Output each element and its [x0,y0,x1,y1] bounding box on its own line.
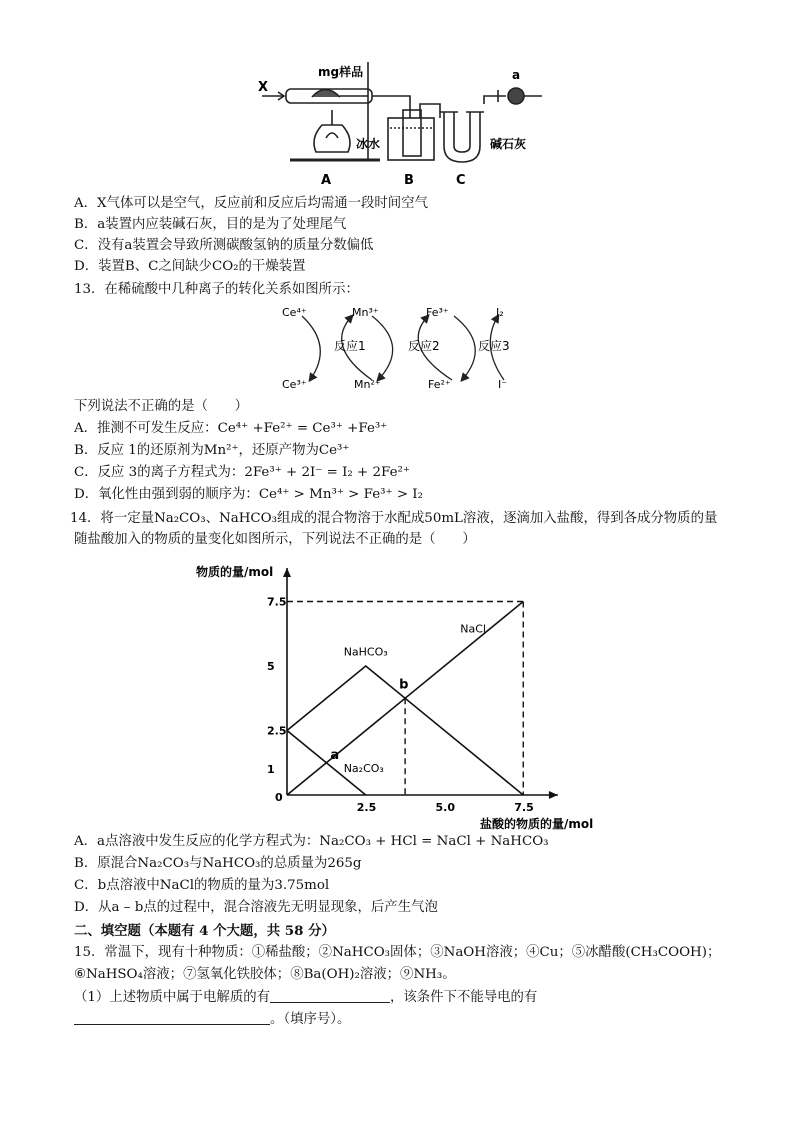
q14-option-b: B．原混合Na₂CO₃与NaHCO₃的总质量为265g [74,856,362,871]
q14-stem-line2: 随盐酸加入的物质的量变化如图所示，下列说法不正确的是（ ） [74,532,476,547]
x-gas-label: X [258,80,269,95]
sample-label: mg样品 [318,65,364,79]
ion-top-4: I₂ [496,306,504,319]
reaction-3-label: 反应3 [478,339,510,353]
q14-stem-line1: 14．将一定量Na₂CO₃、NaHCO₃组成的混合物溶于水配成50mL溶液，逐滴加入盐酸，得到各成分物质的量 [70,511,718,526]
q12-option-d: D．装置B、C之间缺少CO₂的干燥装置 [74,259,306,274]
y-axis-arrow [283,568,291,577]
series-label-3: Na₂CO₃ [343,761,384,775]
x-tick-label: 7.5 [514,801,534,814]
q13-option-c: C．反应 3的离子方程式为：2Fe³⁺ + 2I⁻ = I₂ + 2Fe²⁺ [74,465,410,480]
ion-top-2: Mn³⁺ [352,306,379,319]
apparatus-figure [0,0,794,190]
answer-blank-electrolytes[interactable] [270,988,390,1003]
label-A: A [321,173,332,188]
q12-option-a: A．X气体可以是空气，反应前和反应后均需通一段时间空气 [74,196,428,211]
y-tick-label: 5 [267,660,275,673]
x-axis-label: 盐酸的物质的量/mol [480,817,594,831]
q15-part1 [74,988,537,1007]
series-label-1: NaCl [460,622,486,636]
x-tick-label: 5.0 [435,801,455,814]
q12-option-c: C．没有a装置会导致所测碳酸氢钠的质量分数偏低 [74,238,374,253]
reaction-2-label: 反应2 [408,339,440,353]
q15-1-prompt-2: ，该条件下不能导电的有 [390,990,538,1005]
x-tick-label: 2.5 [356,801,377,814]
ion-conversion-diagram [0,302,794,394]
point-label-b: b [399,677,409,693]
point-label-a: a [330,747,340,763]
ion-bottom-1: Ce³⁺ [282,378,307,391]
q15-1-suffix: 。（填序号）。 [270,1012,351,1027]
ion-top-1: Ce⁴⁺ [282,306,307,319]
a-device-label: a [512,68,521,82]
q12-option-b: B．a装置内应装碱石灰，目的是为了处理尾气 [74,217,347,232]
reaction-1-label: 反应1 [334,339,366,353]
soda-lime-label: 碱石灰 [490,137,527,151]
q14-option-c: C．b点溶液中NaCl的物质的量为3.75mol [74,878,330,893]
y-tick-label: 1 [267,763,275,777]
ion-bottom-2: Mn²⁺ [354,378,381,391]
q14-option-d: D．从a – b点的过程中，混合溶液先无明显现象，后产生气泡 [74,900,438,915]
section-2-heading: 二、填空题（本题有 4 个大题，共 58 分） [74,923,335,939]
q13-option-b: B．反应 1的还原剂为Mn²⁺，还原产物为Ce³⁺ [74,443,350,458]
answer-blank-nonconductive[interactable] [74,1010,270,1025]
x-axis-arrow [549,791,558,799]
q15-1-prompt: （1）上述物质中属于电解质的有 [74,990,270,1005]
ion-bottom-3: Fe²⁺ [428,378,451,391]
q13-stem: 13．在稀硫酸中几种离子的转化关系如图所示： [74,282,359,297]
q14-option-a: A．a点溶液中发生反应的化学方程式为：Na₂CO₃ + HCl = NaCl + NaHCO₃ [74,834,549,849]
q15-line1: 15．常温下，现有十种物质：①稀盐酸；②NaHCO₃固体；③NaOH溶液；④Cu；⑤冰醋酸(CH₃COOH)； [74,945,721,960]
q13-question: 下列说法不正确的是（ ） [74,399,249,414]
q15-part1-cont [74,1010,350,1029]
mole-chart [0,552,794,832]
ion-top-3: Fe³⁺ [426,306,449,319]
ion-bottom-4: I⁻ [498,378,508,391]
q13-option-a: A．推测不可发生反应：Ce⁴⁺ +Fe²⁺ = Ce³⁺ +Fe³⁺ [74,421,388,436]
series-label-2: NaHCO₃ [343,645,388,659]
label-C: C [456,173,466,188]
label-B: B [404,173,414,188]
y-tick-label: 2.5 [267,724,287,738]
q13-option-d: D．氧化性由强到弱的顺序为：Ce⁴⁺ > Mn³⁺ > Fe³⁺ > I₂ [74,487,423,502]
q15-line2: ⑥NaHSO₄溶液；⑦氢氧化铁胶体；⑧Ba(OH)₂溶液；⑨NH₃。 [74,967,456,982]
y-tick-label: 7.5 [267,595,287,609]
origin-label: 0 [275,791,283,804]
ice-water-label: 冰水 [356,137,381,151]
y-axis-label: 物质的量/mol [196,565,274,579]
